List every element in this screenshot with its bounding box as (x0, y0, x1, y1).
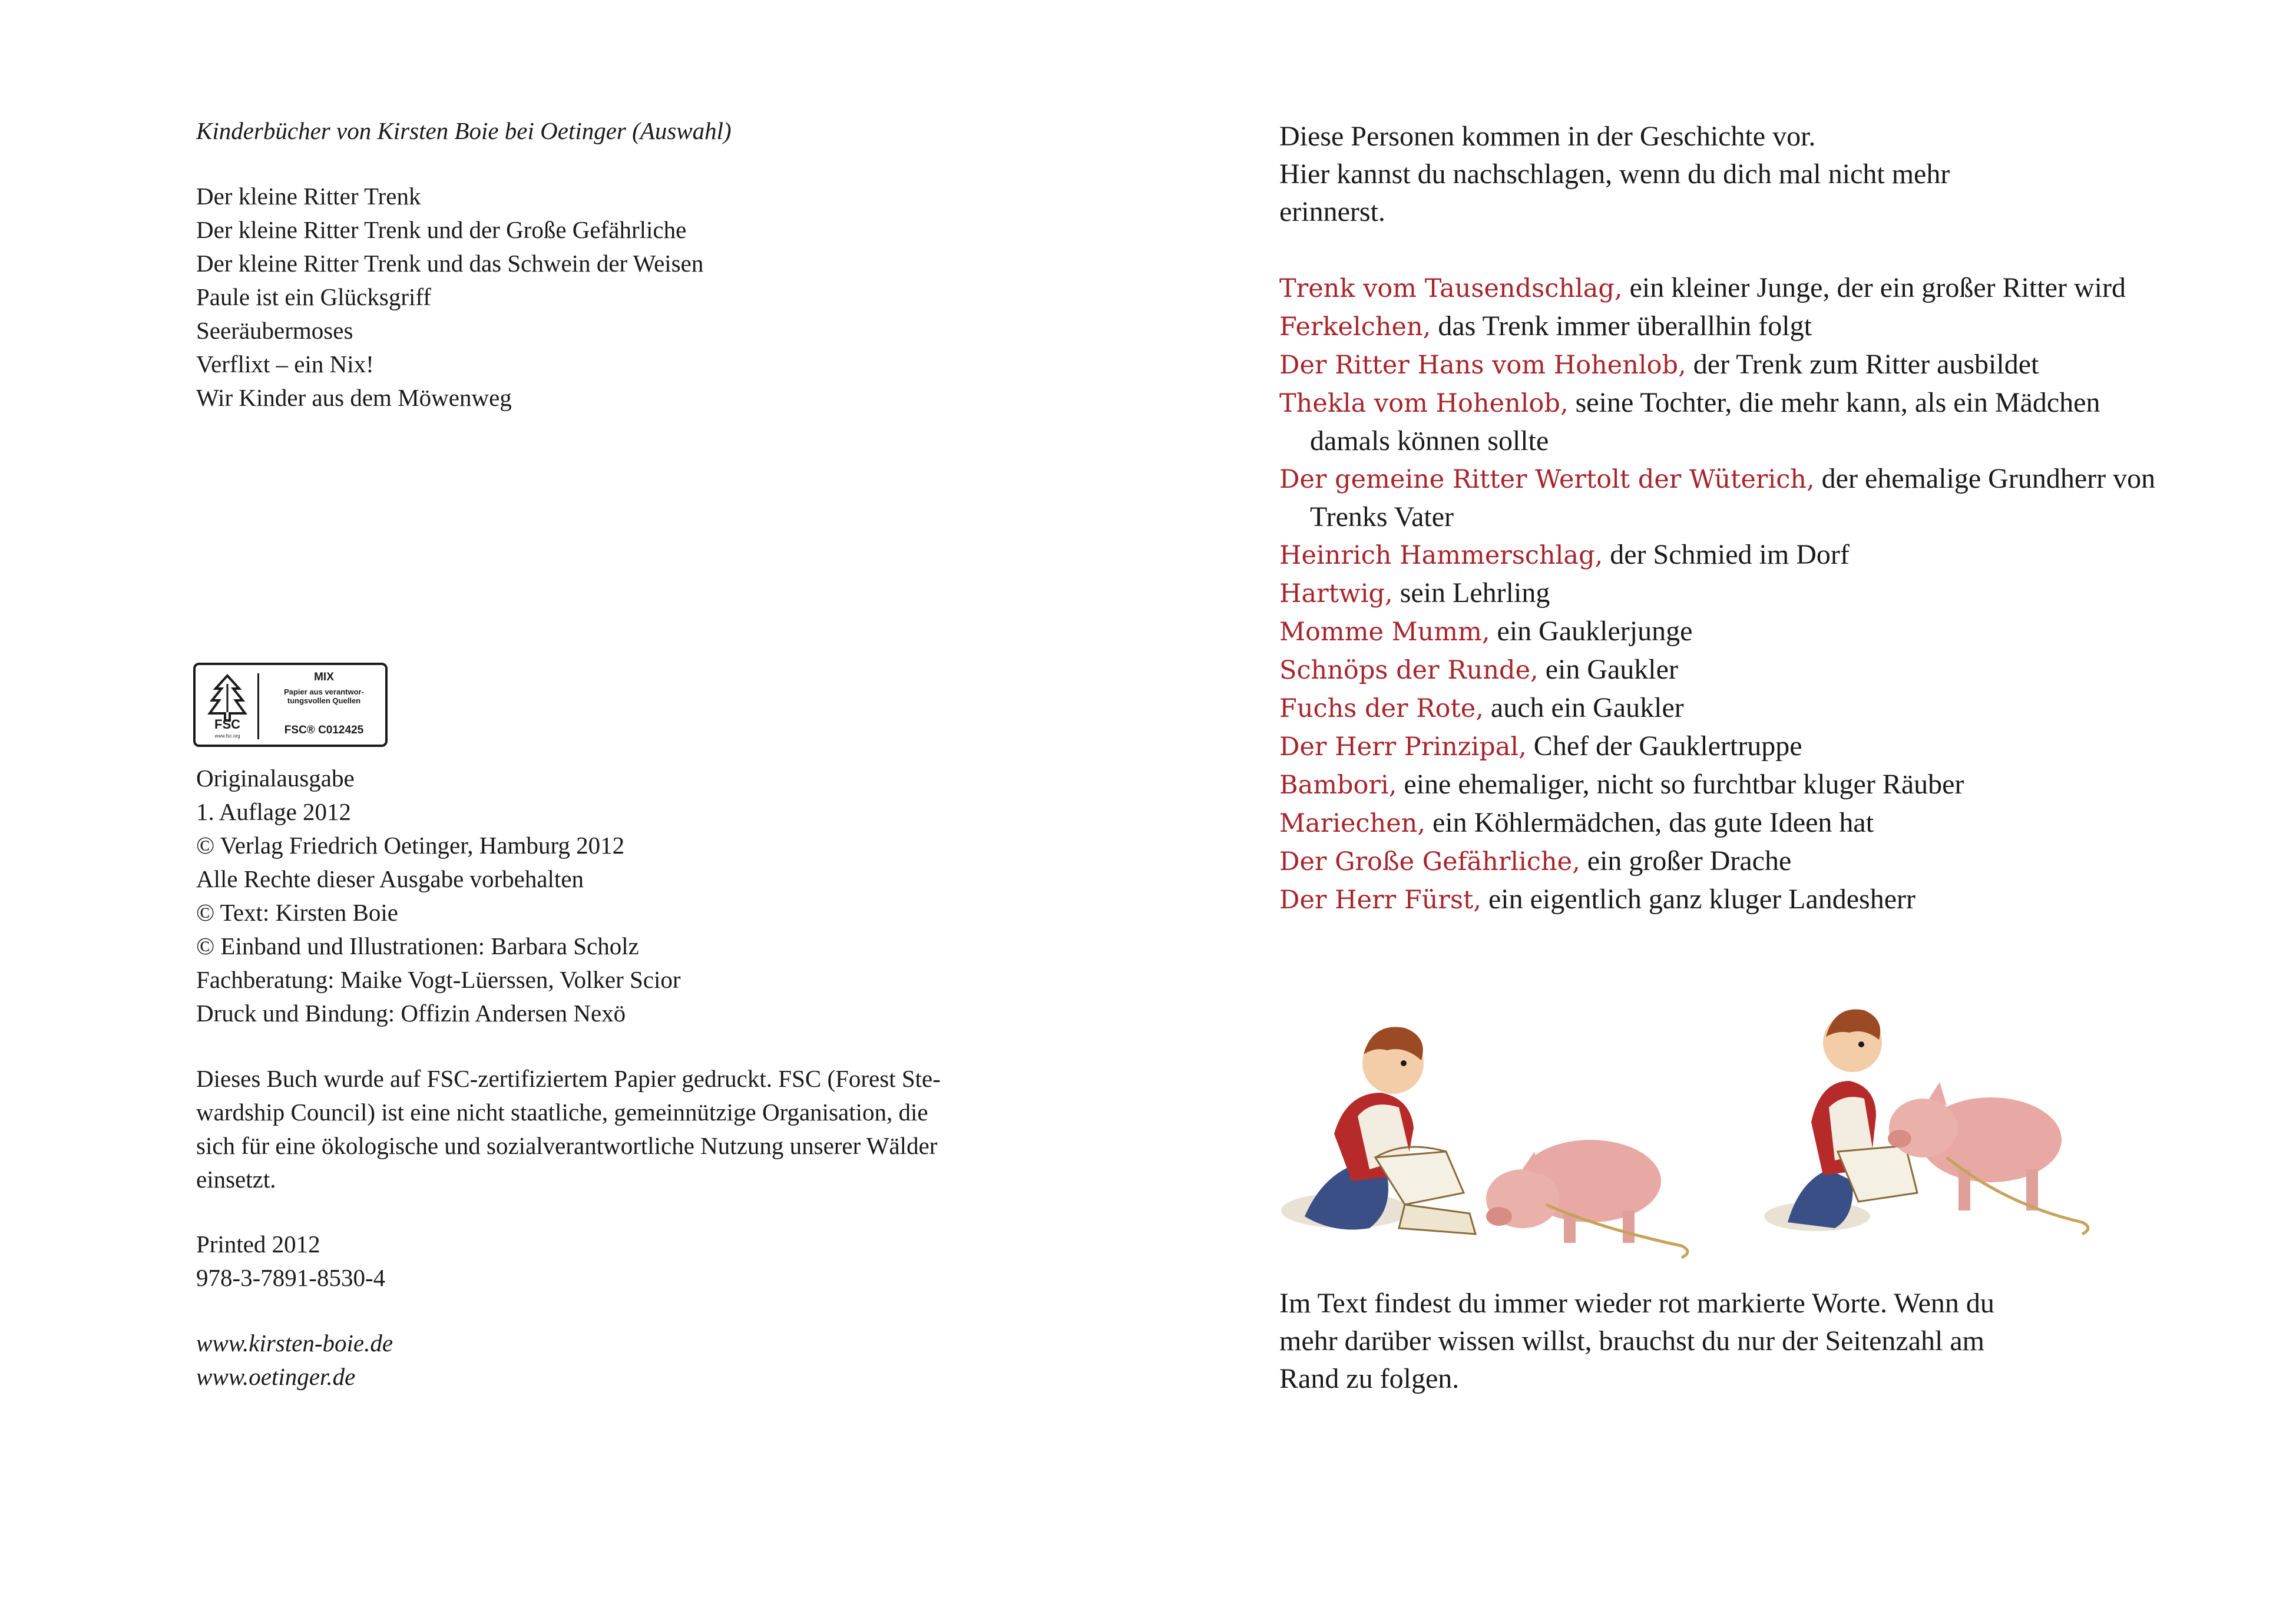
printed-year: Printed 2012 (196, 1231, 320, 1258)
fsc-brand: FSC (214, 717, 240, 732)
character-name: Der Herr Prinzipal, (1279, 732, 1527, 762)
character-description: ein großer Drache (1580, 845, 1792, 877)
book-title: Verflixt – ein Nix! (196, 350, 374, 378)
character-name: Mariechen, (1279, 809, 1426, 838)
outro-line: Rand zu folgen. (1279, 1363, 1460, 1394)
character-name: Thekla vom Hohenlob, (1279, 389, 1569, 418)
character-entry (1279, 307, 2170, 346)
character-name: Ferkelchen, (1279, 312, 1431, 342)
imprint-line: © Text: Kirsten Boie (196, 899, 398, 926)
character-description: ein Gauklerjunge (1490, 616, 1693, 647)
character-description: der Schmied im Dorf (1603, 539, 1850, 570)
boy-and-pig-illustration (1269, 981, 2129, 1275)
fsc-description-line: tungsvollen Quellen (287, 696, 361, 705)
book-title: Paule ist ein Glücksgriff (196, 283, 431, 310)
character-name: Schnöps der Runde, (1279, 656, 1539, 685)
intro-text (1279, 118, 1950, 231)
fsc-url: www.fsc.org (214, 733, 240, 739)
character-entry (1279, 574, 2170, 613)
character-description: Chef der Gauklertruppe (1526, 730, 1802, 762)
paragraph-line: einsetzt. (196, 1166, 276, 1193)
imprint-line: © Verlag Friedrich Oetinger, Hamburg 2012 (196, 832, 625, 859)
character-name: Der Große Gefährliche, (1279, 847, 1580, 877)
book-title: Seeräubermoses (196, 317, 353, 344)
character-entry (1279, 269, 2170, 307)
intro-line: Diese Personen kommen in der Geschichte vor. (1279, 121, 1816, 152)
character-entry (1279, 842, 2170, 881)
fsc-paragraph (196, 1062, 1044, 1196)
pig-illustration (1486, 1140, 1688, 1258)
character-name: Der Ritter Hans vom Hohenlob, (1279, 350, 1686, 380)
fsc-mix-label: MIX (314, 671, 334, 683)
book-title: Der kleine Ritter Trenk (196, 183, 421, 210)
character-entry (1279, 804, 2170, 842)
character-name: Heinrich Hammerschlag, (1279, 541, 1603, 570)
character-entry (1279, 881, 2170, 919)
outro-line: mehr darüber wissen willst, brauchst du nur der Seitenzahl am (1279, 1325, 1984, 1357)
character-description: der Trenk zum Ritter ausbildet (1686, 349, 2039, 380)
boy-reading-illustration (1281, 1027, 1475, 1234)
character-description: der ehemalige Grundherr von Trenks Vater (1310, 463, 2156, 533)
outro-text (1279, 1285, 1994, 1398)
character-name: Trenk vom Tausendschlag, (1279, 274, 1623, 303)
book-title: Der kleine Ritter Trenk und der Große Gefährliche (196, 216, 687, 243)
paragraph-line: Dieses Buch wurde auf FSC-zertifiziertem Papier gedruckt. FSC (Forest Ste- (196, 1065, 941, 1092)
outro-line: Im Text findest du immer wieder rot markierte Worte. Wenn du (1279, 1288, 1994, 1319)
character-description: seine Tochter, die mehr kann, als ein Mädchen damals können sollte (1310, 387, 2100, 457)
series-heading: Kinderbücher von Kirsten Boie bei Oetinger (Auswahl) (196, 117, 732, 144)
character-entry (1279, 384, 2170, 460)
character-entry (1279, 727, 2170, 766)
character-entry (1279, 651, 2170, 689)
character-entry (1279, 460, 2170, 536)
fsc-license-code: FSC® C012425 (284, 724, 364, 736)
character-description: sein Lehrling (1392, 577, 1550, 608)
pig-illustration (1888, 1082, 2088, 1234)
character-description: ein Köhlermädchen, das gute Ideen hat (1425, 807, 1874, 838)
fsc-logo (193, 663, 388, 747)
website-link[interactable]: www.kirsten-boie.de (196, 1329, 393, 1357)
imprint-line: 1. Auflage 2012 (196, 798, 352, 825)
book-list (196, 180, 703, 415)
book-title: Wir Kinder aus dem Möwenweg (196, 384, 512, 411)
imprint-line: Fachberatung: Maike Vogt-Lüerssen, Volker Scior (196, 966, 681, 993)
fsc-description-line: Papier aus verantwor- (284, 687, 364, 696)
character-entry (1279, 536, 2170, 574)
website-link[interactable]: www.oetinger.de (196, 1363, 356, 1390)
intro-line: Hier kannst du nachschlagen, wenn du dich mal nicht mehr (1279, 158, 1950, 190)
websites (196, 1327, 393, 1394)
character-description: ein kleiner Junge, der ein großer Ritter wird (1622, 272, 2126, 303)
imprint-line: © Einband und Illustrationen: Barbara Scholz (196, 932, 639, 960)
character-entry (1279, 766, 2170, 804)
character-name: Hartwig, (1279, 579, 1393, 608)
character-description: eine ehemaliger, nicht so furchtbar kluger Räuber (1397, 769, 1964, 800)
imprint-line: Alle Rechte dieser Ausgabe vorbehalten (196, 865, 584, 892)
character-name: Bambori, (1279, 770, 1397, 800)
character-description: auch ein Gaukler (1483, 692, 1684, 723)
fsc-description (265, 687, 383, 705)
paragraph-line: wardship Council) ist eine nicht staatliche, gemeinnützige Organisation, die (196, 1099, 928, 1126)
character-entry (1279, 346, 2170, 384)
imprint-line: Originalausgabe (196, 765, 355, 792)
paragraph-line: sich für eine ökologische und sozialverantwortliche Nutzung unserer Wälder (196, 1132, 938, 1159)
character-entry (1279, 613, 2170, 651)
character-name: Fuchs der Rote, (1279, 694, 1484, 723)
character-name: Der gemeine Ritter Wertolt der Wüterich, (1279, 465, 1815, 494)
fsc-divider (257, 673, 259, 739)
character-description: ein eigentlich ganz kluger Landesherr (1481, 884, 1915, 915)
character-list (1279, 269, 2170, 919)
character-name: Momme Mumm, (1279, 617, 1490, 647)
book-title: Der kleine Ritter Trenk und das Schwein der Weisen (196, 250, 704, 277)
character-name: Der Herr Fürst, (1279, 885, 1481, 915)
imprint (196, 762, 681, 1030)
intro-line: erinnerst. (1279, 196, 1385, 227)
character-description: ein Gaukler (1538, 654, 1678, 685)
character-entry (1279, 689, 2170, 727)
isbn: 978-3-7891-8530-4 (196, 1264, 386, 1291)
imprint-line: Druck und Bindung: Offizin Andersen Nexö (196, 1000, 626, 1027)
printed-info (196, 1228, 385, 1295)
character-description: das Trenk immer überallhin folgt (1431, 310, 1812, 342)
